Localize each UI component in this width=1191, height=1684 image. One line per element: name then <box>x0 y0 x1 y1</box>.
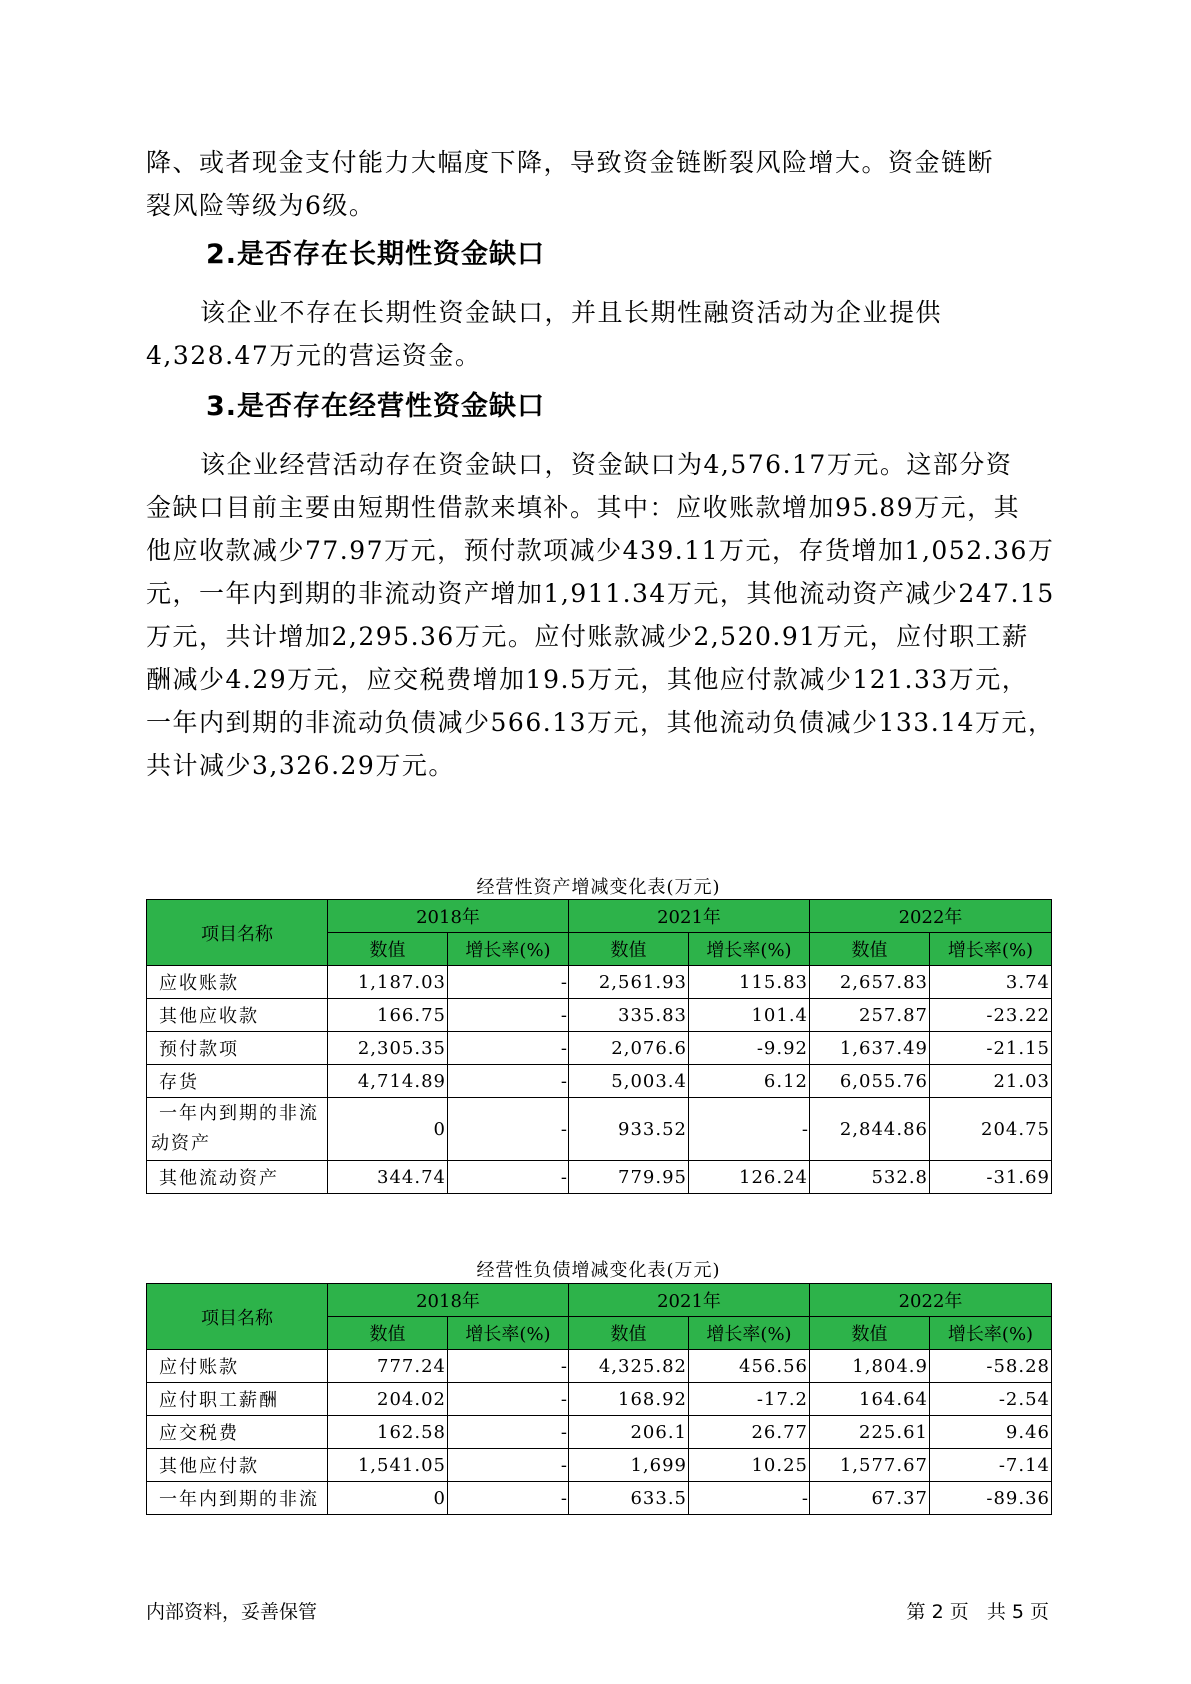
cell: - <box>448 1065 569 1098</box>
table-row <box>147 1449 1052 1482</box>
cell: 2,076.6 <box>569 1032 689 1065</box>
section2-heading: 2.是否存在长期性资金缺口 <box>206 239 546 270</box>
cell: 532.8 <box>810 1161 930 1194</box>
assets-header-rate: 增长率(%) <box>689 933 810 966</box>
cell: -89.36 <box>930 1482 1052 1515</box>
table-row <box>147 966 1052 999</box>
row-name <box>147 1098 328 1161</box>
cell: 9.46 <box>930 1416 1052 1449</box>
table-row <box>147 1032 1052 1065</box>
cell: 633.5 <box>569 1482 689 1515</box>
intro-line-2: 裂风险等级为6级。 <box>146 191 376 220</box>
cell: 0 <box>328 1482 448 1515</box>
row-name: 应交税费 <box>147 1416 328 1449</box>
assets-header-item: 项目名称 <box>147 900 328 966</box>
cell: - <box>448 1032 569 1065</box>
section2-line-2: 4,328.47万元的营运资金。 <box>146 341 482 370</box>
section3-line-2: 金缺口目前主要由短期性借款来填补。其中：应收账款增加95.89万元，其 <box>146 493 1021 522</box>
cell: 456.56 <box>689 1350 810 1383</box>
cell: 168.92 <box>569 1383 689 1416</box>
cell: 933.52 <box>569 1098 689 1161</box>
cell: 2,561.93 <box>569 966 689 999</box>
liabilities-header-rate: 增长率(%) <box>448 1317 569 1350</box>
section2-paragraph <box>146 291 1051 377</box>
cell: -17.2 <box>689 1383 810 1416</box>
cell: 257.87 <box>810 999 930 1032</box>
liabilities-header-rate: 增长率(%) <box>930 1317 1052 1350</box>
row-name: 其他流动资产 <box>147 1161 328 1194</box>
table-row <box>147 1482 1052 1515</box>
cell: 1,541.05 <box>328 1449 448 1482</box>
table-row <box>147 1350 1052 1383</box>
section3-line-6: 酬减少4.29万元，应交税费增加19.5万元，其他应付款减少121.33万元， <box>146 665 1029 694</box>
assets-header-year-2022: 2022年 <box>810 900 1052 933</box>
assets-table-caption: 经营性资产增减变化表(万元) <box>476 877 721 898</box>
section2-line-1: 该企业不存在长期性资金缺口，并且长期性融资活动为企业提供 <box>200 298 943 327</box>
row-name: 应付账款 <box>147 1350 328 1383</box>
cell: 5,003.4 <box>569 1065 689 1098</box>
section3-line-8: 共计减少3,326.29万元。 <box>146 751 455 780</box>
cell: 101.4 <box>689 999 810 1032</box>
table-row <box>147 1098 1052 1161</box>
cell: 204.02 <box>328 1383 448 1416</box>
cell: 26.77 <box>689 1416 810 1449</box>
assets-header-value: 数值 <box>810 933 930 966</box>
table-row <box>147 999 1052 1032</box>
intro-paragraph <box>146 141 1051 227</box>
cell: 1,577.67 <box>810 1449 930 1482</box>
liabilities-header-year-2018: 2018年 <box>328 1284 569 1317</box>
cell: 4,325.82 <box>569 1350 689 1383</box>
row-name-line-2: 动资产 <box>151 1133 211 1154</box>
cell: - <box>689 1482 810 1515</box>
table-row <box>147 1383 1052 1416</box>
cell: 344.74 <box>328 1161 448 1194</box>
row-name: 其他应收款 <box>147 999 328 1032</box>
cell: - <box>448 999 569 1032</box>
table-row <box>147 1416 1052 1449</box>
assets-header-rate: 增长率(%) <box>448 933 569 966</box>
assets-header-year-2018: 2018年 <box>328 900 569 933</box>
row-name: 存货 <box>147 1065 328 1098</box>
cell: - <box>448 1449 569 1482</box>
cell: 166.75 <box>328 999 448 1032</box>
intro-line-1: 降、或者现金支付能力大幅度下降，导致资金链断裂风险增大。资金链断 <box>146 148 995 177</box>
section3-line-4: 元，一年内到期的非流动资产增加1,911.34万元，其他流动资产减少247.15 <box>146 579 1055 608</box>
cell: 2,844.86 <box>810 1098 930 1161</box>
cell: 335.83 <box>569 999 689 1032</box>
section3-heading: 3.是否存在经营性资金缺口 <box>206 391 546 422</box>
cell: 777.24 <box>328 1350 448 1383</box>
cell: - <box>448 1416 569 1449</box>
cell: 206.1 <box>569 1416 689 1449</box>
cell: - <box>448 966 569 999</box>
cell: 126.24 <box>689 1161 810 1194</box>
cell: 1,804.9 <box>810 1350 930 1383</box>
footer-confidential: 内部资料，妥善保管 <box>146 1601 318 1623</box>
cell: 1,699 <box>569 1449 689 1482</box>
cell: 21.03 <box>930 1065 1052 1098</box>
cell: 67.37 <box>810 1482 930 1515</box>
cell: -9.92 <box>689 1032 810 1065</box>
liabilities-header-item: 项目名称 <box>147 1284 328 1350</box>
section3-paragraph <box>146 443 1055 787</box>
liabilities-header-value: 数值 <box>810 1317 930 1350</box>
cell: -2.54 <box>930 1383 1052 1416</box>
row-name: 其他应付款 <box>147 1449 328 1482</box>
liabilities-header-year-2022: 2022年 <box>810 1284 1052 1317</box>
row-name-line-1: 一年内到期的非流 <box>159 1103 319 1124</box>
liabilities-header-row-years <box>147 1284 1052 1317</box>
table-row <box>147 1161 1052 1194</box>
liabilities-table <box>146 1283 1052 1515</box>
cell: 3.74 <box>930 966 1052 999</box>
section3-line-1: 该企业经营活动存在资金缺口，资金缺口为4,576.17万元。这部分资 <box>200 450 1013 479</box>
cell: - <box>448 1482 569 1515</box>
row-name: 一年内到期的非流 <box>147 1482 328 1515</box>
assets-header-rate: 增长率(%) <box>930 933 1052 966</box>
cell: 115.83 <box>689 966 810 999</box>
cell: 204.75 <box>930 1098 1052 1161</box>
assets-header-row-years <box>147 900 1052 933</box>
table-row <box>147 1065 1052 1098</box>
cell: 10.25 <box>689 1449 810 1482</box>
section3-line-3: 他应收款减少77.97万元，预付款项减少439.11万元，存货增加1,052.36万 <box>146 536 1055 565</box>
row-name: 应收账款 <box>147 966 328 999</box>
liabilities-header-rate: 增长率(%) <box>689 1317 810 1350</box>
liabilities-header-year-2021: 2021年 <box>569 1284 810 1317</box>
liabilities-table-caption: 经营性负债增减变化表(万元) <box>476 1260 721 1281</box>
section3-line-7: 一年内到期的非流动负债减少566.13万元，其他流动负债减少133.14万元， <box>146 708 1055 737</box>
cell: 2,657.83 <box>810 966 930 999</box>
row-name: 预付款项 <box>147 1032 328 1065</box>
cell: -21.15 <box>930 1032 1052 1065</box>
cell: 164.64 <box>810 1383 930 1416</box>
assets-table <box>146 899 1052 1194</box>
cell: - <box>689 1098 810 1161</box>
liabilities-header-value: 数值 <box>328 1317 448 1350</box>
cell: -31.69 <box>930 1161 1052 1194</box>
cell: -23.22 <box>930 999 1052 1032</box>
cell: 6,055.76 <box>810 1065 930 1098</box>
cell: -58.28 <box>930 1350 1052 1383</box>
liabilities-header-value: 数值 <box>569 1317 689 1350</box>
cell: -7.14 <box>930 1449 1052 1482</box>
assets-header-value: 数值 <box>569 933 689 966</box>
row-name: 应付职工薪酬 <box>147 1383 328 1416</box>
cell: 0 <box>328 1098 448 1161</box>
cell: 779.95 <box>569 1161 689 1194</box>
cell: 1,187.03 <box>328 966 448 999</box>
assets-header-year-2021: 2021年 <box>569 900 810 933</box>
cell: 162.58 <box>328 1416 448 1449</box>
cell: - <box>448 1383 569 1416</box>
footer-page-number: 第 2 页 共 5 页 <box>906 1601 1049 1623</box>
cell: 1,637.49 <box>810 1032 930 1065</box>
cell: 225.61 <box>810 1416 930 1449</box>
cell: - <box>448 1098 569 1161</box>
assets-header-value: 数值 <box>328 933 448 966</box>
cell: - <box>448 1350 569 1383</box>
cell: 4,714.89 <box>328 1065 448 1098</box>
cell: 2,305.35 <box>328 1032 448 1065</box>
section3-line-5: 万元，共计增加2,295.36万元。应付账款减少2,520.91万元，应付职工薪 <box>146 622 1029 651</box>
cell: - <box>448 1161 569 1194</box>
cell: 6.12 <box>689 1065 810 1098</box>
